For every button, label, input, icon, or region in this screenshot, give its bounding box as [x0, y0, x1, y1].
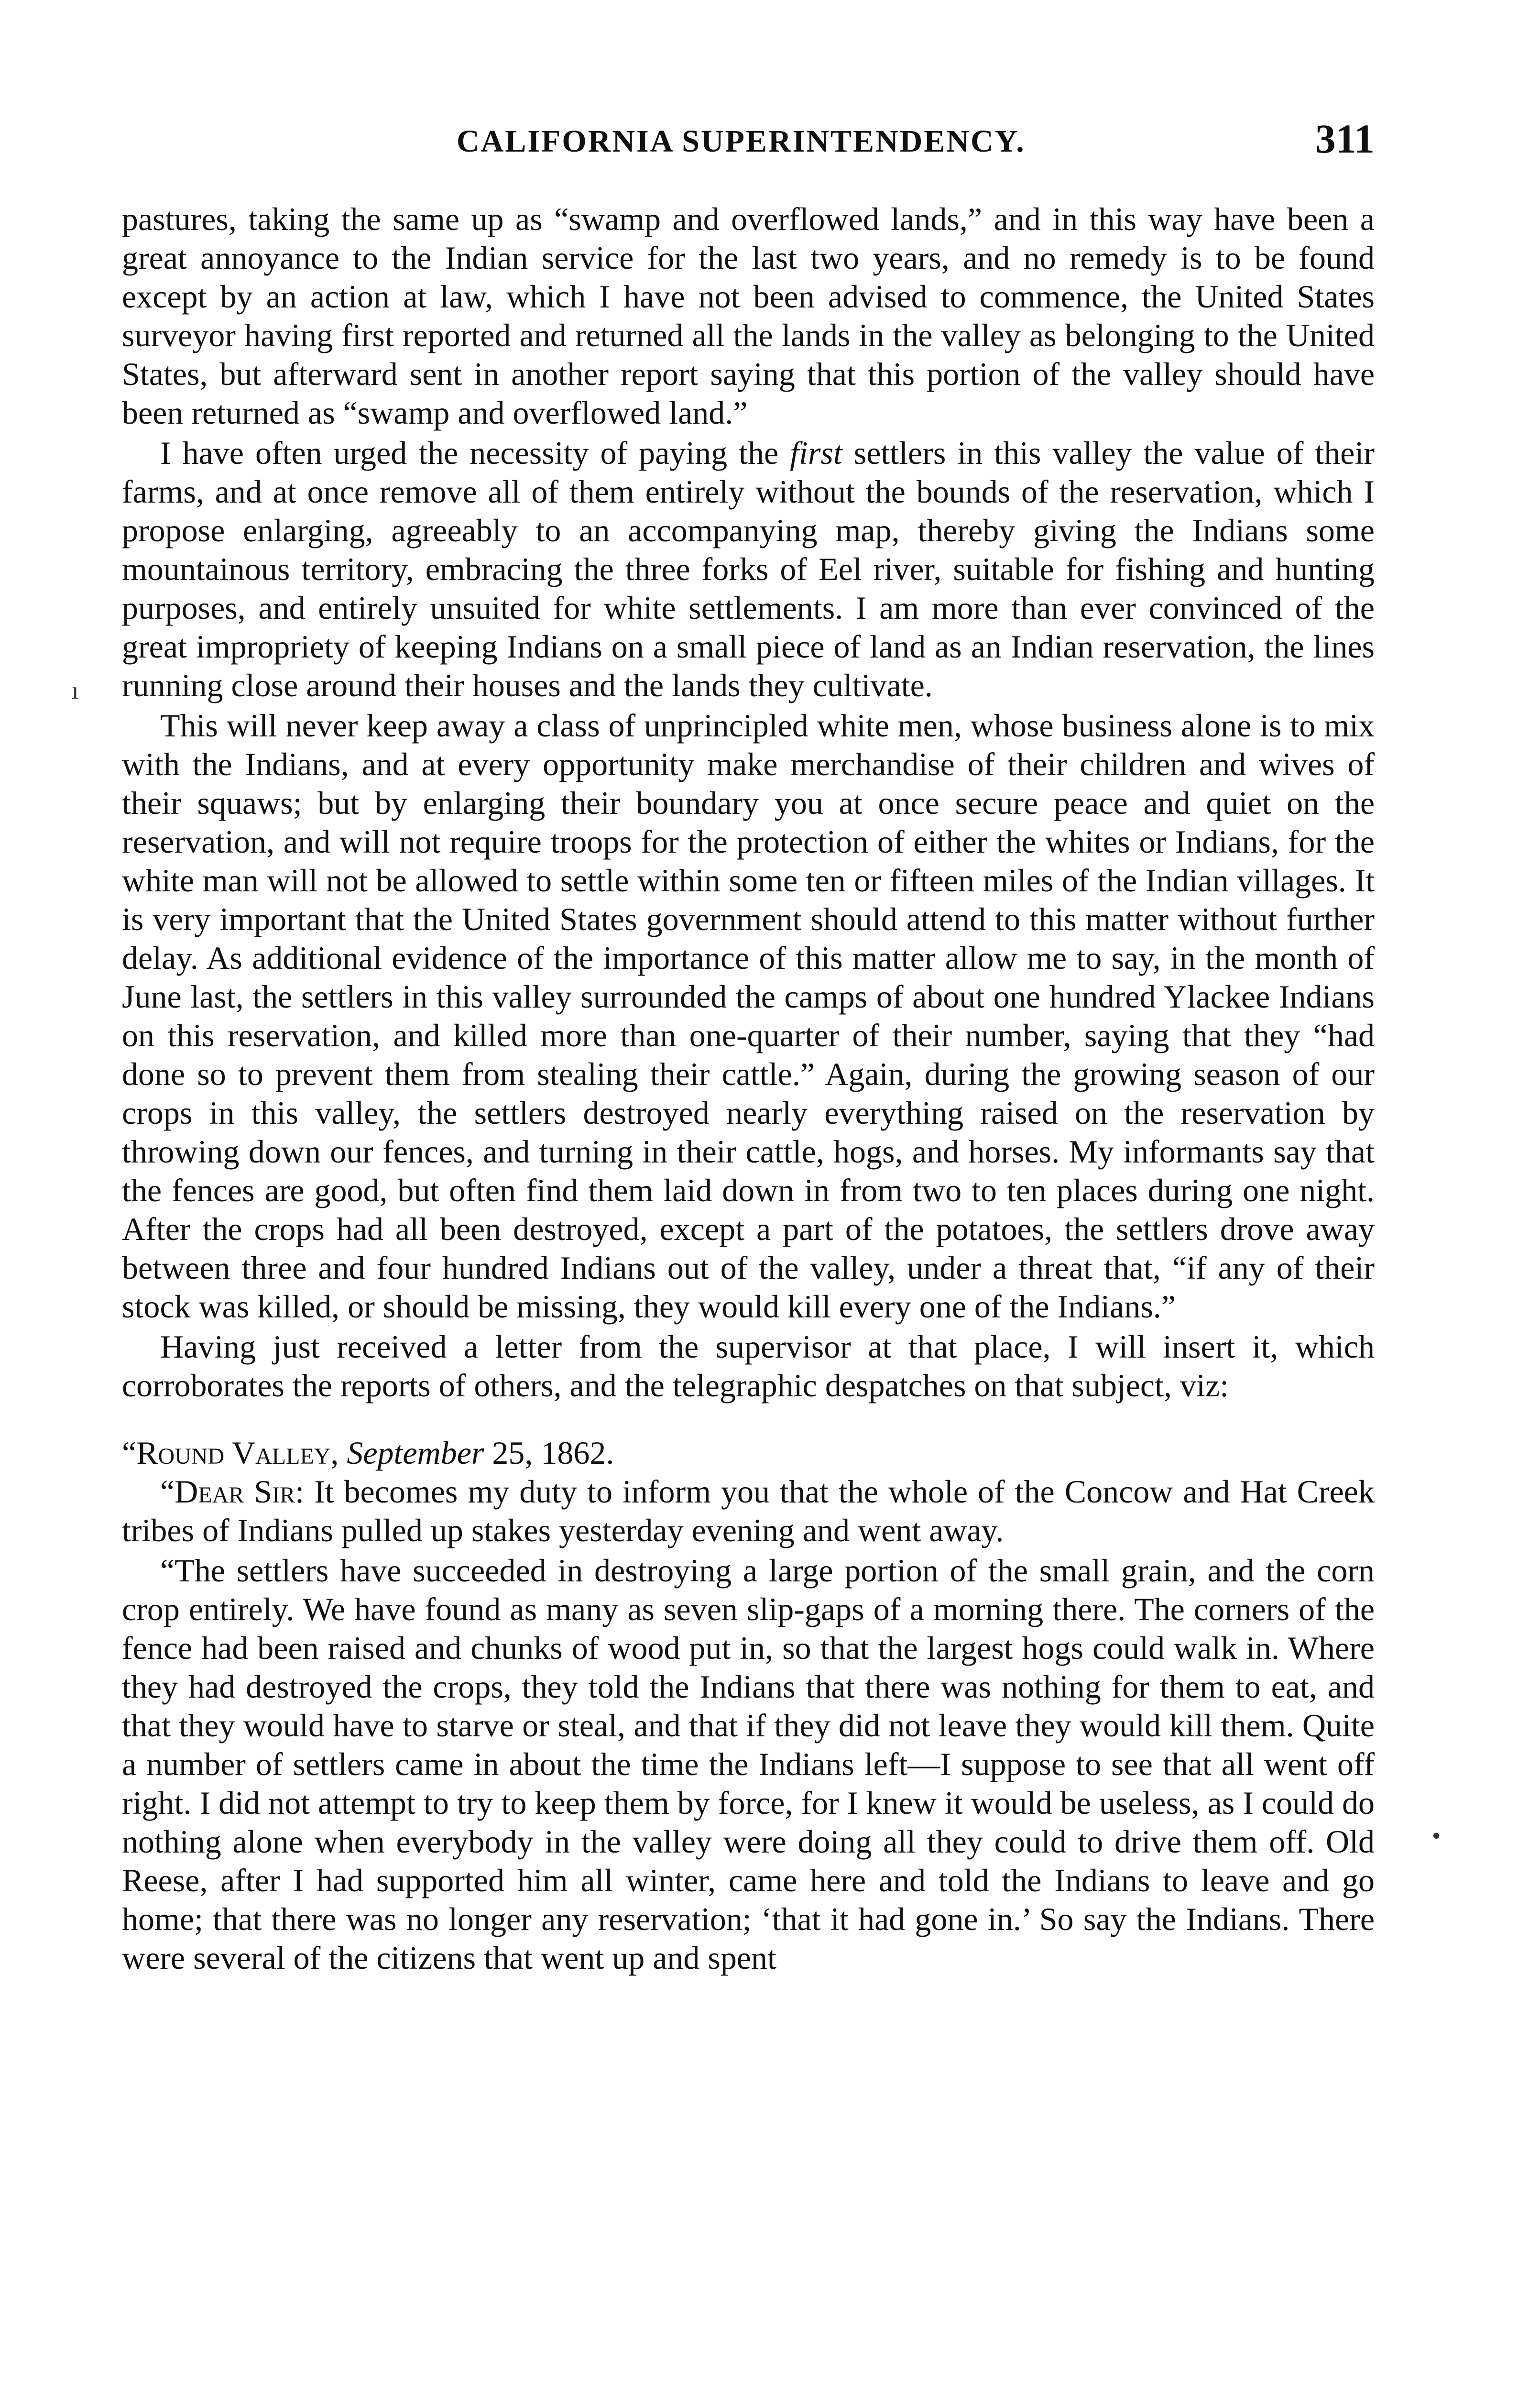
letter-salutation: Dear Sir	[175, 1473, 295, 1510]
salutation-quote: “	[160, 1473, 175, 1510]
margin-dot: •	[1432, 1822, 1441, 1850]
page-header	[122, 115, 1375, 167]
letter-opening: : It becomes my duty to inform you that the whole of the Concow and Hat Creek tribes of Indians pulled up stakes yesterday evening and went away.	[122, 1473, 1375, 1548]
dateline-quote: “	[122, 1435, 137, 1471]
body-text	[122, 200, 1375, 1979]
letter-salutation-paragraph	[122, 1472, 1375, 1550]
letter-dateline	[122, 1434, 1346, 1472]
paragraph-unprincipled-men: This will never keep away a class of unprincipled white men, whose business alone is to mix with the Indians, and at every opportunity make merchandise of their children and wives of their squaws; but by enlarging their boundary you at once secure peace and quiet on the reservation, and will not require troops for the protection of either the whites or Indians, for the white man will not be allowed to settle within some ten or fifteen miles of the Indian villages. It is very important that the United States government should attend to this matter without further delay. As additional evidence of the importance of this matter allow me to say, in the month of June last, the settlers in this valley surrounded the camps of about one hundred Ylackee Indians on this reservation, and killed more than one-quarter of their number, saying that they “had done so to prevent them from stealing their cattle.” Again, during the growing season of our crops in this valley, the settlers destroyed nearly everything raised on the reservation by throwing down our fences, and turning in their cattle, hogs, and horses. My informants say that the fences are good, but often find them laid down in from two to ten places during one night. After the crops had all been destroyed, except a part of the potatoes, the settlers drove away between three and four hundred Indians out of the valley, under a threat that, “if any of their stock was killed, or should be missing, they would kill every one of the Indians.”	[122, 707, 1375, 1325]
letter-body-paragraph: “The settlers have succeeded in destroying a large portion of the small grain, and the corn crop entirely. We have found as many as seven slip-gaps of a morning there. The corners of the fence had been raised and chunks of wood put in, so that the largest hogs could walk in. Where they had destroyed the crops, they told the Indians that there was nothing for them to eat, and that they would have to starve or steal, and that if they did not leave they would kill them. Quite a number of settlers came in about the time the Indians left—I suppose to see that all went off right. I did not attempt to try to keep them by force, for I knew it would be useless, as I could do nothing alone when everybody in the valley were doing all they could to drive them off. Old Reese, after I had supported him all winter, came here and told the Indians to leave and go home; that there was no longer any reservation; ‘that it had gone in.’ So say the Indians. There were several of the citizens that went up and spent	[122, 1552, 1375, 1976]
dateline-month: September	[347, 1435, 484, 1471]
paragraph-text-after: settlers in this valley the value of their farms, and at once remove all of them entirely without the bounds of the reservation, which I propose enlarging, agreeably to an accompanying map, thereby giving the Indians some mountainous territory, embracing the three forks of Eel river, suitable for fishing and hunting purposes, and entirely unsuited for white settlements. I am more than ever convinced of the great impropriety of keeping Indians on a small piece of land as an Indian reservation, the lines running close around their houses and the lands they cultivate.	[122, 435, 1375, 703]
paragraph-continuation: pastures, taking the same up as “swamp and overflowed lands,” and in this way have been a great annoyance to the Indian service for the last two years, and no remedy is to be found except by an action at law, which I have not been advised to commence, the United States surveyor having first reported and returned all the lands in the valley as belonging to the United States, but afterward sent in another report saying that this portion of the valley should have been returned as “swamp and overflowed land.”	[122, 201, 1375, 431]
dateline-rest: 25, 1862.	[484, 1435, 614, 1471]
running-head: CALIFORNIA SUPERINTENDENCY.	[457, 124, 1026, 159]
paragraph-text-before: I have often urged the necessity of paying the	[160, 435, 790, 471]
dateline-separator: ,	[330, 1435, 347, 1471]
emphasis-first: first	[790, 435, 842, 471]
page-number: 311	[1315, 116, 1375, 162]
dateline-place: Round Valley	[136, 1435, 331, 1471]
paragraph-letter-intro: Having just received a letter from the supervisor at that place, I will insert it, which corroborates the reports of others, and the telegraphic despatches on that subject, viz:	[122, 1328, 1375, 1404]
paragraph-first-settlers	[122, 434, 1375, 705]
margin-mark: ı	[72, 677, 79, 704]
